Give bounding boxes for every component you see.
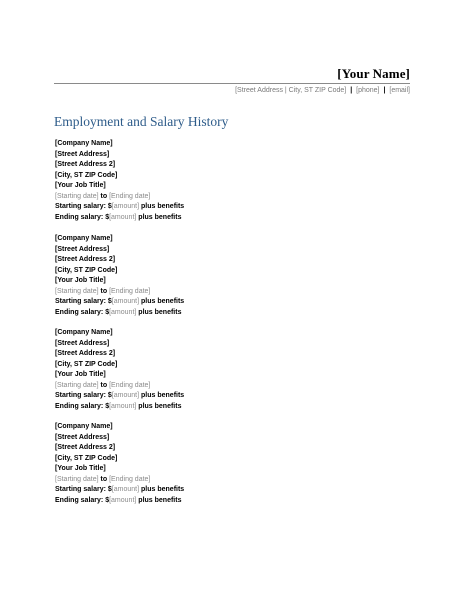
header-divider <box>54 83 410 84</box>
employment-entry <box>55 139 184 223</box>
job-title[interactable]: [Your Job Title] <box>55 277 106 284</box>
to-label: to <box>100 381 108 389</box>
employment-entry <box>55 328 184 412</box>
plus-benefits-label: plus benefits <box>141 486 185 493</box>
plus-benefits-label: plus benefits <box>138 402 182 410</box>
plus-benefits-label: plus benefits <box>138 308 182 316</box>
street-address-2[interactable]: [Street Address 2] <box>55 350 116 357</box>
city-state-zip[interactable]: [City, ST ZIP Code] <box>55 360 118 368</box>
end-date[interactable]: [Ending date] <box>109 381 151 389</box>
company-name[interactable]: [Company Name] <box>55 329 113 336</box>
to-label: to <box>100 287 108 295</box>
street-address-2[interactable]: [Street Address 2] <box>55 444 116 451</box>
ending-salary-line <box>55 308 184 319</box>
contact-separator: | <box>350 87 353 94</box>
start-date[interactable]: [Starting date] <box>55 475 99 483</box>
date-range <box>55 381 184 392</box>
street-address[interactable]: [Street Address] <box>55 245 110 253</box>
starting-salary-label: Starting salary: <box>55 203 106 210</box>
street-address[interactable]: [Street Address] <box>55 433 110 441</box>
date-range <box>55 192 184 203</box>
starting-salary-line <box>55 391 184 402</box>
ending-salary-line <box>55 496 184 507</box>
employment-entry <box>55 422 184 506</box>
ending-salary-line <box>55 402 184 413</box>
city-state-zip[interactable]: [City, ST ZIP Code] <box>55 266 118 274</box>
ending-salary-label: Ending salary: <box>55 308 104 316</box>
plus-benefits-label: plus benefits <box>141 392 185 399</box>
starting-salary-line <box>55 485 184 496</box>
plus-benefits-label: plus benefits <box>141 298 185 305</box>
to-label: to <box>100 475 108 483</box>
plus-benefits-label: plus benefits <box>138 213 182 221</box>
starting-amount[interactable]: [amount] <box>111 392 140 399</box>
plus-benefits-label: plus benefits <box>141 203 185 210</box>
header-name[interactable]: [Your Name] <box>337 66 410 81</box>
currency-symbol: $ <box>107 392 112 399</box>
header-email[interactable]: [email] <box>389 87 410 94</box>
company-name[interactable]: [Company Name] <box>55 423 113 430</box>
job-title[interactable]: [Your Job Title] <box>55 371 106 378</box>
street-address-2[interactable]: [Street Address 2] <box>55 161 116 168</box>
start-date[interactable]: [Starting date] <box>55 192 99 200</box>
ending-amount[interactable]: [amount] <box>109 496 137 504</box>
starting-salary-label: Starting salary: <box>55 392 106 399</box>
currency-symbol: $ <box>105 402 110 410</box>
currency-symbol: $ <box>105 496 110 504</box>
ending-salary-label: Ending salary: <box>55 402 104 410</box>
starting-salary-line <box>55 202 184 213</box>
currency-symbol: $ <box>107 486 112 493</box>
header-contact <box>235 87 410 94</box>
start-date[interactable]: [Starting date] <box>55 381 99 389</box>
starting-salary-line <box>55 297 184 308</box>
starting-amount[interactable]: [amount] <box>111 203 140 210</box>
currency-symbol: $ <box>107 298 112 305</box>
end-date[interactable]: [Ending date] <box>109 192 151 200</box>
plus-benefits-label: plus benefits <box>138 496 182 504</box>
contact-separator: | <box>383 87 386 94</box>
ending-salary-label: Ending salary: <box>55 496 104 504</box>
starting-salary-label: Starting salary: <box>55 486 106 493</box>
start-date[interactable]: [Starting date] <box>55 287 99 295</box>
currency-symbol: $ <box>105 308 110 316</box>
header-address[interactable]: [Street Address | City, ST ZIP Code] <box>235 87 347 94</box>
end-date[interactable]: [Ending date] <box>109 475 151 483</box>
employment-entry <box>55 234 184 318</box>
street-address-2[interactable]: [Street Address 2] <box>55 256 116 263</box>
to-label: to <box>100 192 108 200</box>
street-address[interactable]: [Street Address] <box>55 150 110 158</box>
street-address[interactable]: [Street Address] <box>55 339 110 347</box>
ending-salary-line <box>55 213 184 224</box>
header-phone[interactable]: [phone] <box>356 87 380 94</box>
job-title[interactable]: [Your Job Title] <box>55 182 106 189</box>
ending-amount[interactable]: [amount] <box>109 213 137 221</box>
currency-symbol: $ <box>105 213 110 221</box>
company-name[interactable]: [Company Name] <box>55 140 113 147</box>
document-title[interactable]: Employment and Salary History <box>54 114 229 129</box>
currency-symbol: $ <box>107 203 112 210</box>
ending-amount[interactable]: [amount] <box>109 402 137 410</box>
date-range <box>55 287 184 298</box>
job-title[interactable]: [Your Job Title] <box>55 465 106 472</box>
city-state-zip[interactable]: [City, ST ZIP Code] <box>55 171 118 179</box>
end-date[interactable]: [Ending date] <box>109 287 151 295</box>
starting-amount[interactable]: [amount] <box>111 298 140 305</box>
starting-salary-label: Starting salary: <box>55 298 106 305</box>
city-state-zip[interactable]: [City, ST ZIP Code] <box>55 454 118 462</box>
company-name[interactable]: [Company Name] <box>55 235 113 242</box>
starting-amount[interactable]: [amount] <box>111 486 140 493</box>
date-range <box>55 475 184 486</box>
ending-salary-label: Ending salary: <box>55 213 104 221</box>
ending-amount[interactable]: [amount] <box>109 308 137 316</box>
